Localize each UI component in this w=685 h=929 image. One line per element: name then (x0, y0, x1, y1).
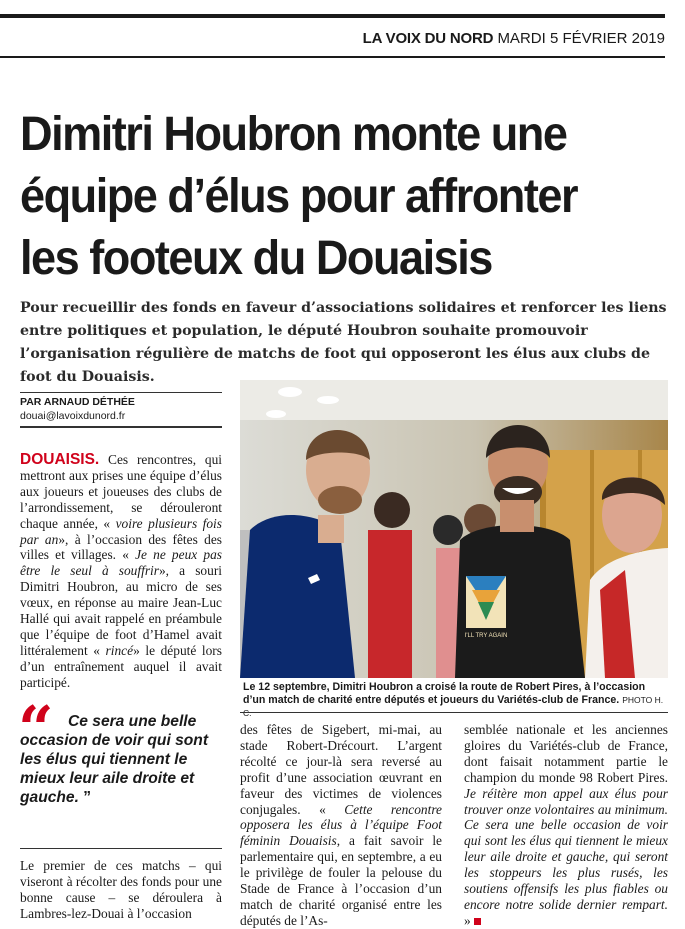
text-run: », à l’occasion des fêtes des villes et villages. « (20, 531, 222, 563)
italic-quote: Cette rencontre opposera les élus à l’équipe Foot féminin Douaisis (240, 801, 442, 849)
italic-quote: Je réitère mon appel aux élus pour trouver onze volontaires au minimum. Ce sera une belle occasion de voir qui sont les élus qui tiennent le mieux leur aile droite et gauche, qui seront les stoppeurs les plus rusés, les soutiens offensifs les plus fiables ou encore notre solide dernier rempart. (464, 785, 668, 912)
article-photo (240, 380, 668, 678)
text-run: semblée nationale et les anciennes gloires du Variétés-club de France, dont faisait notamment partie le champion du monde 98 Robert Pires. (464, 722, 668, 785)
top-rule (0, 14, 665, 18)
shirt-print-text: I'LL TRY AGAIN (464, 633, 508, 639)
photo-caption (243, 681, 669, 720)
text-run: » (464, 912, 471, 928)
issue-date: MARDI 5 FÉVRIER 2019 (497, 30, 665, 47)
text-run: Ces rencontres, qui mettront aux prises une équipe d’élus aux joueurs et joueuses des clubs de l’arrondissement, se dérouleront chaque année, « (20, 452, 222, 531)
italic-quote: rincé (99, 642, 134, 658)
byline-author: PAR ARNAUD DÉTHÉE (20, 396, 135, 408)
text-run: , a fait savoir le parlementaire qui, en septembre, a eu le privilège de fouler la pelouse du Stade de France à l’occasion d’un match de charité organisé entre les députés de l’As- (240, 833, 442, 928)
header-rule (0, 56, 665, 58)
headline-line-2: équipe d’élus pour affronter (20, 170, 578, 223)
column-2-paragraph (240, 722, 442, 929)
photo-credit: PHOTO H. C. (243, 695, 664, 718)
byline-rule-bottom (20, 426, 222, 428)
quote-mark-icon: “ (18, 692, 54, 765)
headline-line-3: les footeux du Douaisis (20, 232, 492, 285)
text-run: », a souri Dimitri Houbron, au micro de ses vœux, en réponse au maire Jean-Luc Hallé qui avait rappelé en préambule que l’équipe de foot d’Hamel avait littéralement « (20, 563, 222, 658)
italic-quote: Je ne peux pas être le seul à souffrir (20, 547, 222, 579)
article-column-3 (464, 722, 668, 929)
article-column-2 (240, 722, 442, 929)
lead-paragraph: Pour recueillir des fonds en faveur d’associations solidaires et renforcer les liens entre politiques et population, le député Houbron souhaite promouvoir l’organisation régulière de matchs de foot qui opposeront les élus aux clubs de foot du Douaisis. (20, 300, 667, 385)
caption-rule (240, 712, 668, 713)
masthead (363, 30, 665, 47)
text-run: » le député lors d’un entraînement auquel il avait participé. (20, 642, 222, 690)
caption-text: Le 12 septembre, Dimitri Houbron a croisé la route de Robert Pires, à l’occasion d’un match de charité entre députés et joueurs du Variétés-club de France. (243, 681, 646, 706)
kicker-location: DOUAISIS. (20, 451, 100, 468)
headline (20, 104, 631, 290)
headline-line-1: Dimitri Houbron monte une (20, 108, 567, 161)
text-run: des fêtes de Sigebert, mi-mai, au stade Robert-Drécourt. L’argent récolté ce jour-là sera reversé au profit d’une association œuvrant en faveur des victimes de violences conjugales. « (240, 722, 442, 817)
byline-email[interactable]: douai@lavoixdunord.fr (20, 410, 126, 422)
pull-quote-body: Ce sera une belle occasion de voir qui sont les élus qui tiennent le mieux leur aile droite et gauche. (20, 713, 209, 806)
article-column-1-bottom (20, 858, 222, 922)
newspaper-name: LA VOIX DU NORD (362, 30, 494, 47)
column-1-bottom-paragraph: Le premier de ces matchs – qui viseront à récolter des fonds pour une bonne cause – se déroulera à Lambres-lez-Douai à l’occasion (20, 858, 222, 921)
pull-quote-rule (20, 848, 222, 849)
italic-quote: voire plusieurs fois par an (20, 515, 222, 547)
pull-quote (18, 692, 222, 807)
column-1-paragraph (20, 452, 222, 691)
byline-rule-top (20, 392, 222, 393)
column-3-paragraph (464, 722, 668, 929)
end-square-icon (474, 918, 481, 925)
article-column-1 (20, 452, 222, 691)
quote-close-mark: ” (83, 789, 92, 806)
photo-illustration (240, 380, 668, 678)
byline (20, 392, 222, 428)
